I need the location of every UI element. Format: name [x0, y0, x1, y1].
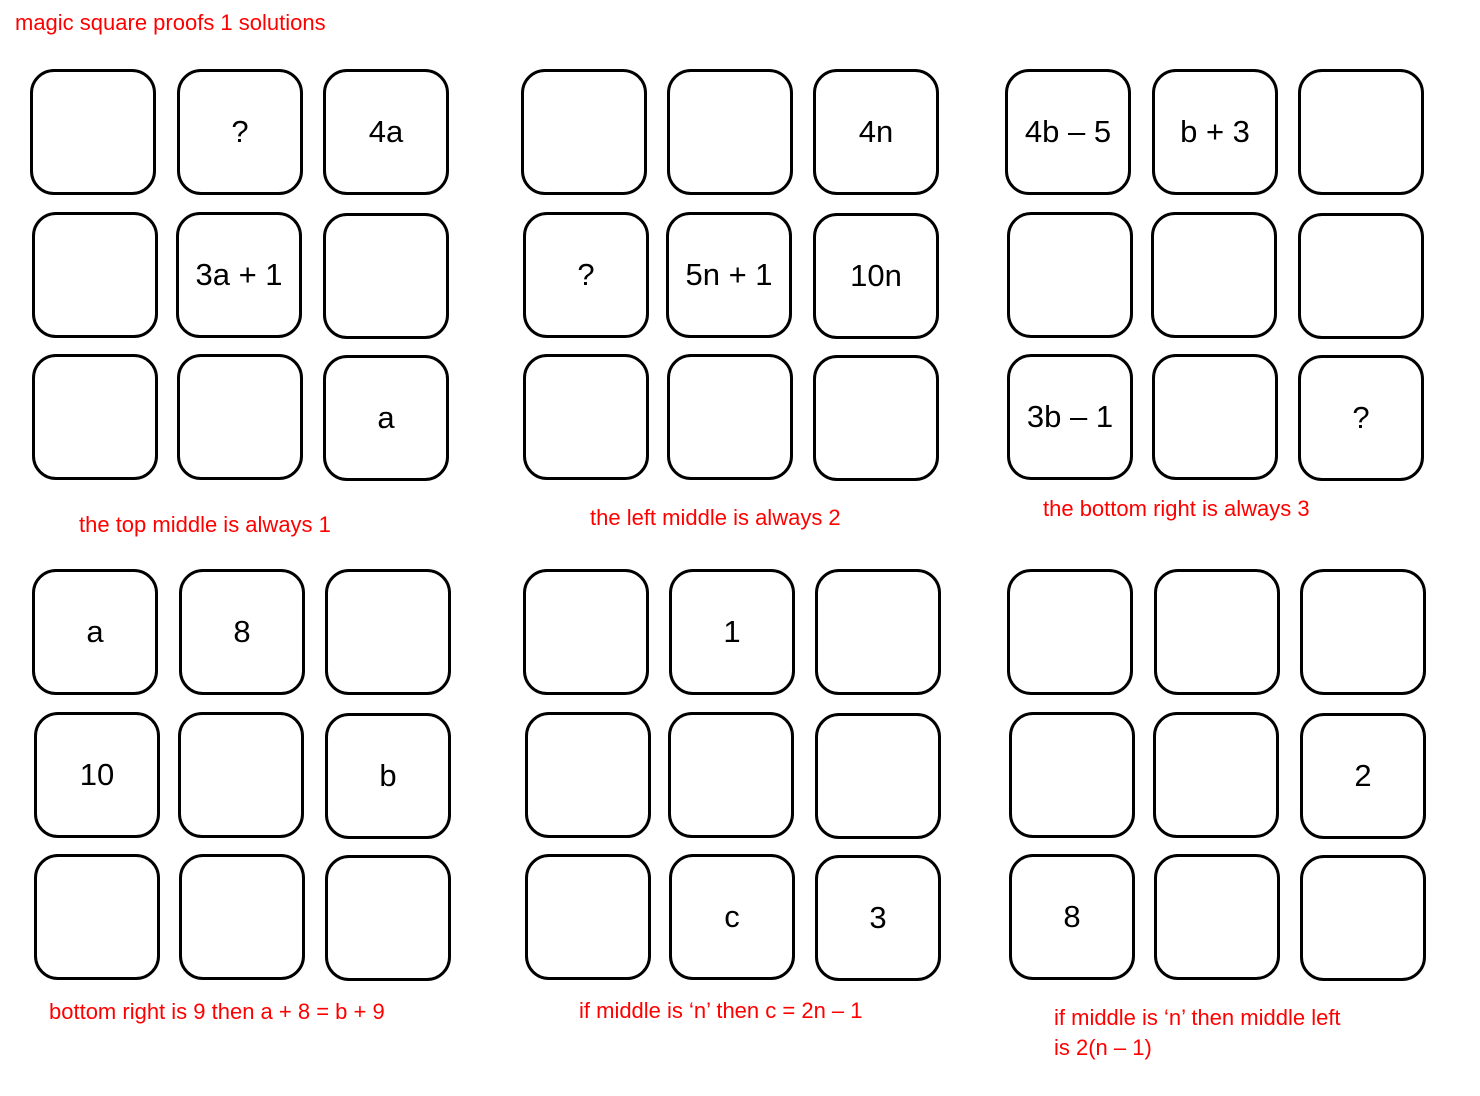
cell-middle-right: b [325, 713, 451, 839]
caption-6-line-2: is 2(n – 1) [1054, 1035, 1152, 1060]
cell-center [1151, 212, 1277, 338]
cell-top-left [30, 69, 156, 195]
cell-bottom-left: 3b – 1 [1007, 354, 1133, 480]
cell-center [178, 712, 304, 838]
cell-middle-right: 10n [813, 213, 939, 339]
cell-bottom-right: a [323, 355, 449, 481]
cell-center [668, 712, 794, 838]
cell-bottom-right: ? [1298, 355, 1424, 481]
page-title: magic square proofs 1 solutions [15, 10, 326, 35]
cell-middle-left: ? [523, 212, 649, 338]
cell-center: 3a + 1 [176, 212, 302, 338]
cell-center: 5n + 1 [666, 212, 792, 338]
cell-bottom-left [34, 854, 160, 980]
cell-middle-left [1007, 212, 1133, 338]
cell-middle-left [1009, 712, 1135, 838]
cell-top-right: 4n [813, 69, 939, 195]
cell-center [1153, 712, 1279, 838]
cell-bottom-left: 8 [1009, 854, 1135, 980]
cell-top-middle [1154, 569, 1280, 695]
caption-2: the left middle is always 2 [590, 505, 841, 530]
cell-top-middle [667, 69, 793, 195]
cell-bottom-left [525, 854, 651, 980]
cell-bottom-right [813, 355, 939, 481]
cell-middle-right [323, 213, 449, 339]
cell-middle-left [32, 212, 158, 338]
cell-top-right [1298, 69, 1424, 195]
cell-top-middle: 1 [669, 569, 795, 695]
cell-bottom-right: 3 [815, 855, 941, 981]
caption-5: if middle is ‘n’ then c = 2n – 1 [579, 998, 863, 1023]
cell-bottom-middle [1152, 354, 1278, 480]
cell-top-left [1007, 569, 1133, 695]
cell-middle-right: 2 [1300, 713, 1426, 839]
cell-top-left: 4b – 5 [1005, 69, 1131, 195]
cell-bottom-middle: c [669, 854, 795, 980]
cell-bottom-left [32, 354, 158, 480]
cell-top-right [1300, 569, 1426, 695]
cell-middle-left: 10 [34, 712, 160, 838]
cell-bottom-right [1300, 855, 1426, 981]
cell-top-right [815, 569, 941, 695]
cell-middle-right [1298, 213, 1424, 339]
caption-4: bottom right is 9 then a + 8 = b + 9 [49, 999, 385, 1024]
caption-1: the top middle is always 1 [79, 512, 331, 537]
cell-top-left: a [32, 569, 158, 695]
cell-top-left [521, 69, 647, 195]
cell-bottom-middle [179, 854, 305, 980]
cell-top-right: 4a [323, 69, 449, 195]
cell-bottom-right [325, 855, 451, 981]
cell-bottom-middle [1154, 854, 1280, 980]
cell-middle-right [815, 713, 941, 839]
cell-bottom-middle [177, 354, 303, 480]
cell-top-middle: 8 [179, 569, 305, 695]
cell-top-left [523, 569, 649, 695]
cell-bottom-middle [667, 354, 793, 480]
cell-middle-left [525, 712, 651, 838]
cell-bottom-left [523, 354, 649, 480]
cell-top-middle: ? [177, 69, 303, 195]
caption-3: the bottom right is always 3 [1043, 496, 1310, 521]
cell-top-right [325, 569, 451, 695]
cell-top-middle: b + 3 [1152, 69, 1278, 195]
caption-6-line-1: if middle is ‘n’ then middle left [1054, 1005, 1341, 1030]
